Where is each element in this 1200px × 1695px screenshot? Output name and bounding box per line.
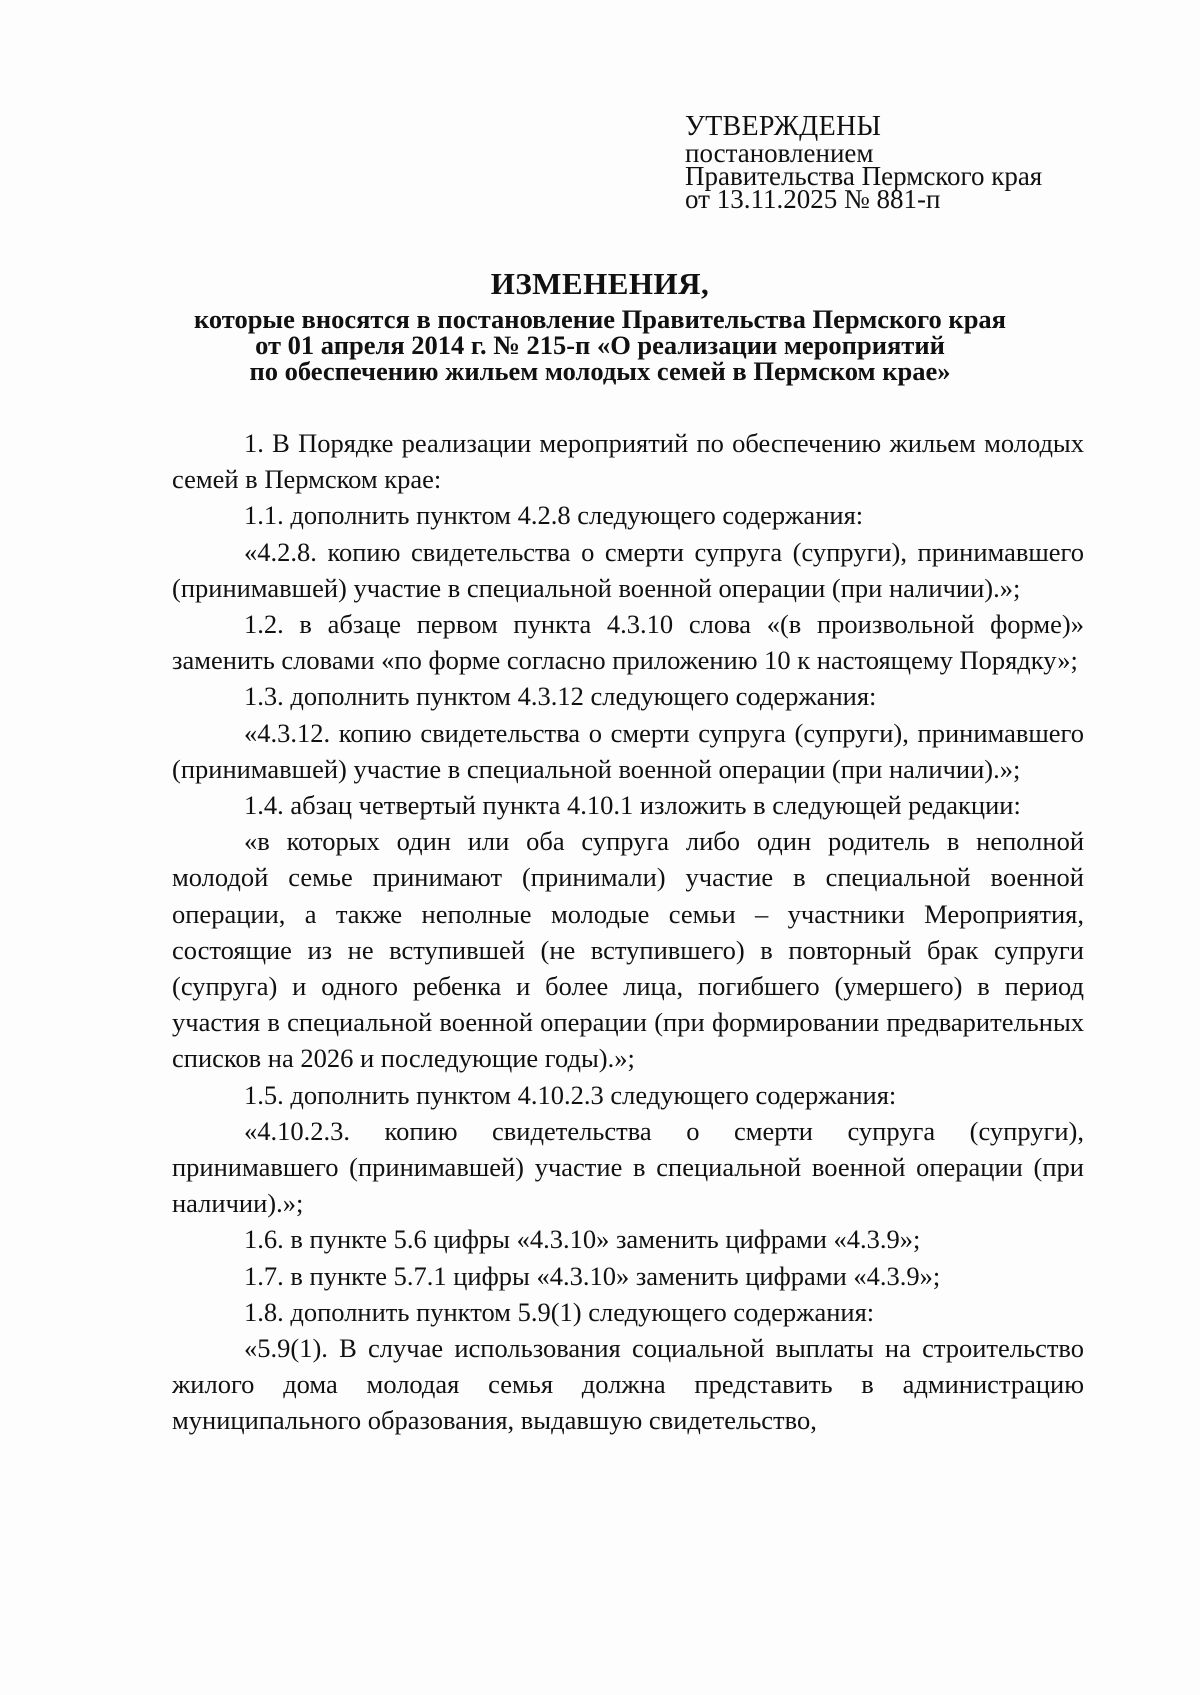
paragraph: 1.1. дополнить пунктом 4.2.8 следующего содержания: [244, 500, 864, 531]
paragraph: 1. В Порядке реализации мероприятий по обеспечению жильем молодых семей в Пермском крае: [172, 428, 1084, 495]
document-body [172, 425, 1084, 1439]
document-subtitle [150, 306, 1050, 384]
paragraph: «4.2.8. копию свидетельства о смерти супруга (супруги), принимавшего (принимавшей) участие в специальной военной операции (при наличии).»; [172, 536, 1084, 603]
paragraph: «в которых один или оба супруга либо один родитель в неполной молодой семье принимают (принимали) участие в специальной военной операции, а также неполные молодые семьи – участники Мероприятия, состоящие из не вступившей (не вступившего) в повторный брак супруги (супруга) и одного ребенка и более лица, погибшего (умершего) в период участия в специальной военной операции (при формировании предварительных списков на 2026 и последующие годы).»; [172, 826, 1084, 1074]
approval-line-3: от 13.11.2025 № 881-п [685, 184, 941, 214]
paragraph: «4.3.12. копию свидетельства о смерти супруга (супруги), принимавшего (принимавшей) участие в специальной военной операции (при наличии).»; [172, 717, 1084, 784]
document-title: ИЗМЕНЕНИЯ, [490, 266, 710, 301]
approval-stamp [685, 111, 1105, 214]
paragraph: 1.6. в пункте 5.6 цифры «4.3.10» заменить цифрами «4.3.9»; [244, 1224, 921, 1255]
paragraph: 1.7. в пункте 5.7.1 цифры «4.3.10» заменить цифрами «4.3.9»; [244, 1260, 941, 1291]
approval-line-1: постановлением [685, 138, 874, 168]
paragraph: «5.9(1). В случае использования социальной выплаты на строительство жилого дома молодая семья должна представить в администрацию муниципального образования, выдавшую свидетельство, [172, 1333, 1084, 1436]
paragraph: 1.3. дополнить пунктом 4.3.12 следующего содержания: [244, 681, 877, 712]
approval-title: УТВЕРЖДЕНЫ [685, 111, 882, 142]
paragraph: 1.5. дополнить пунктом 4.10.2.3 следующего содержания: [244, 1079, 897, 1110]
paragraph: «4.10.2.3. копию свидетельства о смерти супруга (супруги), принимавшего (принимавшей) участие в специальной военной операции (при наличии).»; [172, 1115, 1084, 1219]
subtitle-line-3: по обеспечению жильем молодых семей в Пермском крае» [249, 356, 951, 386]
paragraph: 1.8. дополнить пунктом 5.9(1) следующего содержания: [244, 1296, 875, 1327]
subtitle-line-2: от 01 апреля 2014 г. № 215-п «О реализации мероприятий [255, 330, 945, 360]
paragraph: 1.2. в абзаце первом пункта 4.3.10 слова «(в произвольной форме)» заменить словами «по форме согласно приложению 10 к настоящему Порядку»; [172, 609, 1084, 676]
paragraph: 1.4. абзац четвертый пункта 4.10.1 изложить в следующей редакции: [244, 790, 1021, 821]
approval-line-2: Правительства Пермского края [685, 161, 1043, 191]
subtitle-line-1: которые вносятся в постановление Правительства Пермского края [193, 304, 1007, 334]
